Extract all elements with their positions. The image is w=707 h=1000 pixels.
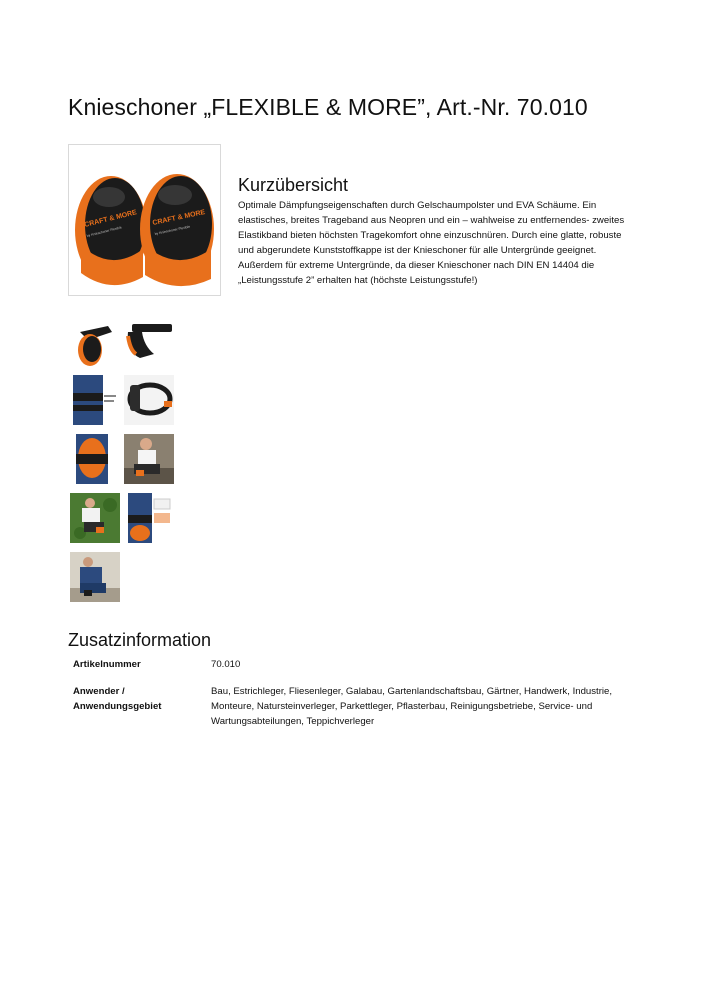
thumb-worker-jeans[interactable]	[124, 493, 174, 543]
table-row	[68, 657, 621, 672]
overview-text: Optimale Dämpfungseigenschaften durch Gelschaumpolster und EVA Schäume. Ein elastisches, breites Trageband aus Neopren und ein – wahlweise zu entfernendes- zweites Elastikband bieten höchsten Tragekomfort ohne einzuschnüren. Durch eine glatte, robuste und abgerundete Kunststoffkappe ist der Knieschoner für alle Untergründe geeignet. Außerdem für extreme Untergründe, da dieser Knieschoner nach DIN EN 14404 die „Leistungsstufe 2” erhalten hat (höchste Leistungsstufe!)	[238, 200, 625, 286]
thumb-kneepad-side[interactable]	[70, 318, 120, 368]
thumb-kneepad-strap[interactable]	[124, 318, 174, 368]
brand-tagline-right: by Knieschoner Flexible	[154, 224, 191, 236]
additional-info-table	[68, 657, 621, 729]
article-number-label: Artikelnummer	[73, 659, 141, 670]
thumb-kneepad-straps-detail[interactable]	[124, 375, 174, 425]
product-image[interactable]	[68, 144, 221, 296]
kneepads-illustration	[69, 145, 220, 295]
article-number-value: 70.010	[211, 659, 241, 670]
additional-info-heading: Zusatzinformation	[68, 630, 212, 650]
brand-tagline-left: by Knieschoner Flexible	[86, 225, 123, 238]
page-title: Knieschoner „FLEXIBLE & MORE”, Art.-Nr. 70.010	[68, 94, 588, 120]
brand-logo-left: CRAFT & MORE	[83, 209, 138, 229]
thumb-kneepad-worn-front[interactable]	[70, 375, 120, 425]
brand-logo-right: CRAFT & MORE	[151, 208, 206, 227]
thumb-worker-kneeling[interactable]	[124, 434, 174, 484]
application-area-label: Anwender / Anwendungsgebiet	[73, 686, 162, 712]
overview-heading: Kurzübersicht	[238, 175, 349, 195]
application-area-value: Bau, Estrichleger, Fliesenleger, Galabau, Gartenlandschaftsbau, Gärtner, Handwerk, Industrie, Monteure, Natursteinverleger, Parkettleger, Pflasterbau, Reinigungsbetriebe, Service- und Wartungsabteilungen, Teppichverleger	[211, 686, 613, 727]
thumb-gardener-kneeling[interactable]	[70, 493, 120, 543]
table-row	[68, 684, 621, 729]
thumb-kneepad-worn-back[interactable]	[70, 434, 120, 484]
thumb-worker-floor[interactable]	[70, 552, 120, 602]
